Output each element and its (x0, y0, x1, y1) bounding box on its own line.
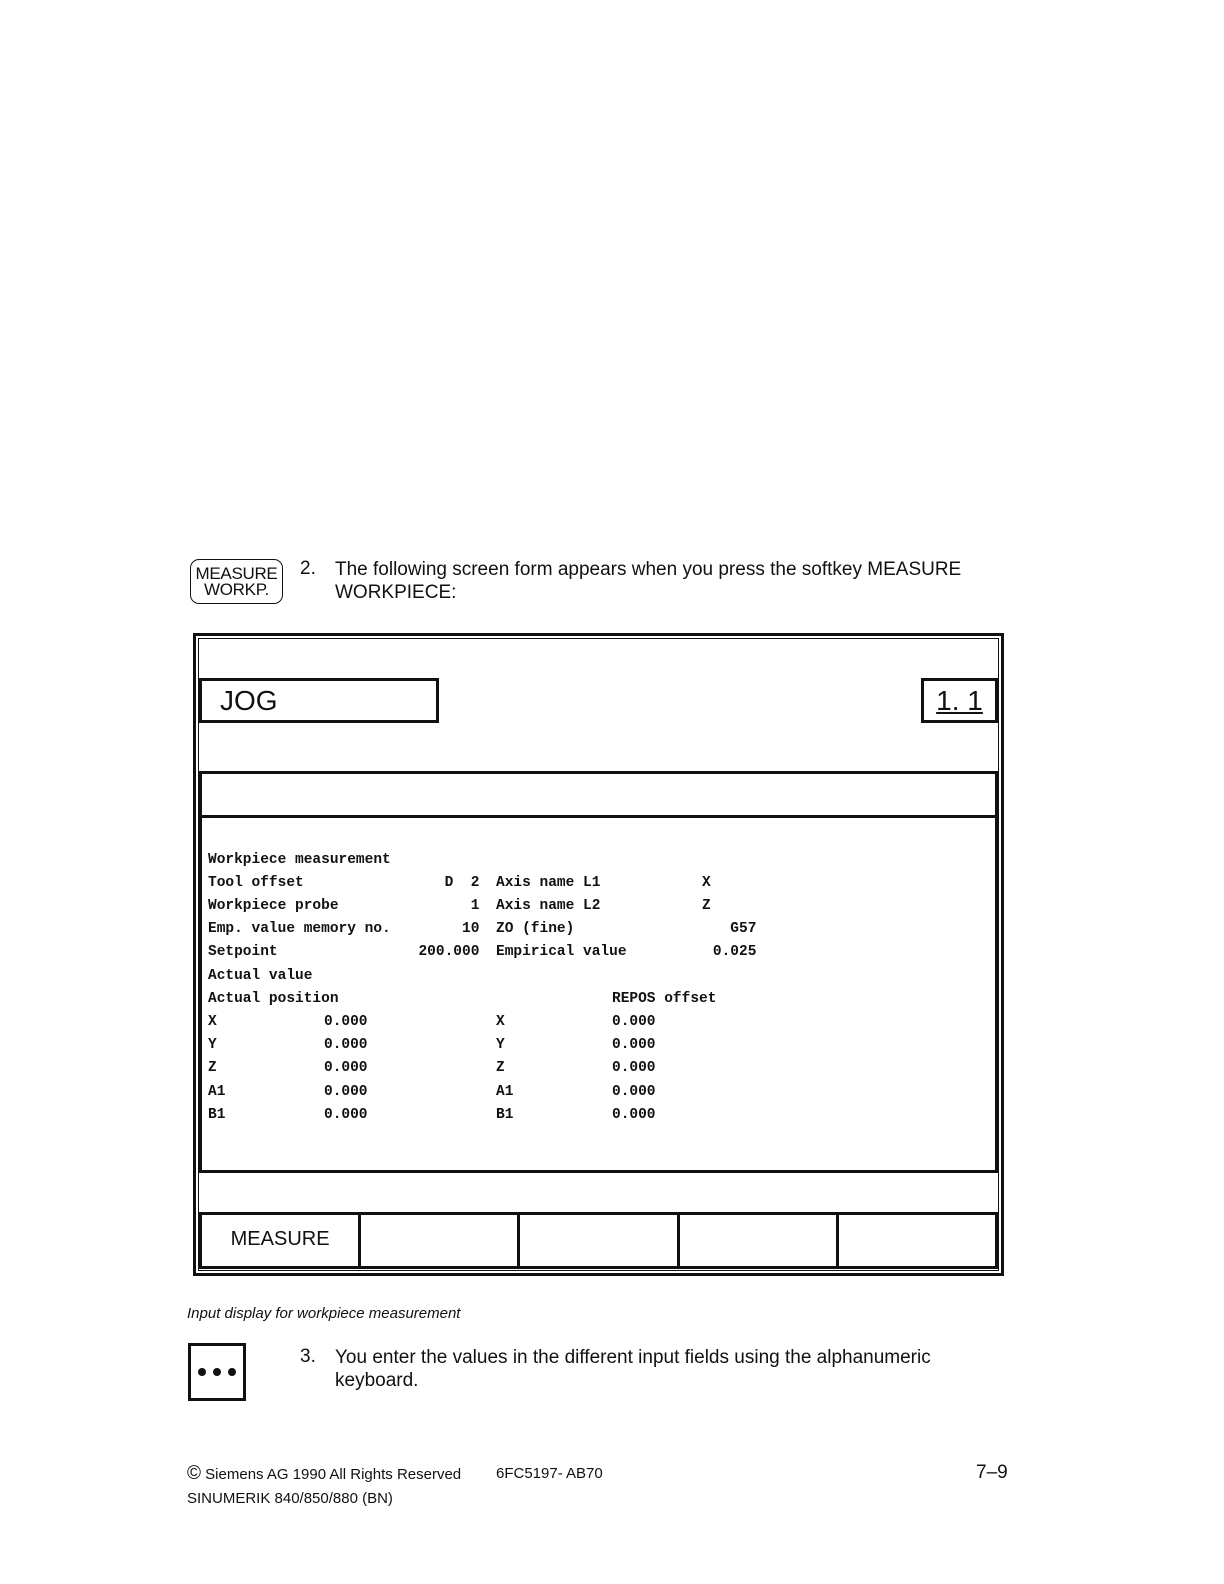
axis-row (208, 1057, 656, 1079)
axis-row (208, 1011, 656, 1033)
step2-line2: WORKPIECE: (335, 582, 457, 603)
axis-label: B1 (496, 1107, 514, 1123)
axis-repos-value: 0.000 (612, 1037, 656, 1053)
axis-repos-value: 0.000 (612, 1060, 656, 1076)
step2-text (335, 558, 961, 604)
footer-copyright (187, 1463, 461, 1485)
param-label: Actual value (208, 968, 313, 984)
channel-display: 1. 1 (921, 678, 998, 723)
repos-offset-header: REPOS offset (612, 991, 717, 1007)
param-label: Workpiece measurement (208, 852, 391, 868)
param-value[interactable]: 0.025 (712, 944, 757, 960)
param-label: Empirical value (496, 944, 627, 960)
step3-line2: keyboard. (335, 1370, 419, 1391)
axis-label: A1 (208, 1084, 226, 1100)
param-value[interactable]: G57 (730, 921, 757, 937)
axis-row (208, 1034, 656, 1056)
step3-number: 3. (300, 1346, 316, 1367)
param-row (208, 918, 757, 940)
copyright-text: Siemens AG 1990 All Rights Reserved (205, 1466, 462, 1483)
softkey-line1: MEASURE (195, 563, 278, 583)
axis-row (208, 1081, 656, 1103)
softkey-5[interactable] (839, 1215, 995, 1266)
axis-label: Y (208, 1037, 217, 1053)
param-label: Emp. value memory no. (208, 921, 391, 937)
param-row (208, 872, 711, 894)
axis-repos-value: 0.000 (612, 1084, 656, 1100)
mode-display: JOG (199, 678, 439, 723)
softkey-2[interactable] (361, 1215, 520, 1266)
copyright-symbol: © (187, 1463, 201, 1484)
softkey-line2: WORKP. (204, 579, 269, 599)
footer-product: SINUMERIK 840/850/880 (BN) (187, 1490, 393, 1507)
position-header-row (208, 988, 717, 1010)
param-value[interactable]: D 2 (444, 875, 480, 891)
axis-label: X (208, 1014, 217, 1030)
param-value[interactable]: 200.000 (418, 944, 480, 960)
param-label: ZO (fine) (496, 921, 575, 937)
header-bar (199, 771, 998, 818)
param-row (208, 941, 757, 963)
step3-text (335, 1346, 931, 1392)
actual-position-header: Actual position (208, 991, 339, 1007)
step3-line1: You enter the values in the different input fields using the alphanumeric (335, 1347, 931, 1368)
footer-order-no: 6FC5197- AB70 (496, 1465, 603, 1482)
axis-label: A1 (496, 1084, 514, 1100)
softkey-measure[interactable]: MEASURE (202, 1215, 361, 1266)
param-value[interactable]: 10 (462, 921, 480, 937)
measure-workp-softkey-icon (190, 559, 283, 604)
axis-row (208, 1104, 656, 1126)
softkey-3[interactable] (520, 1215, 679, 1266)
param-value[interactable]: 1 (470, 898, 480, 914)
param-label: Workpiece probe (208, 898, 339, 914)
axis-actual-value: 0.000 (324, 1084, 368, 1100)
axis-label: Y (496, 1037, 505, 1053)
keyboard-icon (188, 1343, 246, 1401)
param-row (208, 895, 711, 917)
param-label: Axis name L1 (496, 875, 601, 891)
param-label: Axis name L2 (496, 898, 601, 914)
param-row (208, 849, 391, 871)
axis-label: Z (208, 1060, 217, 1076)
axis-actual-value: 0.000 (324, 1060, 368, 1076)
axis-actual-value: 0.000 (324, 1107, 368, 1123)
step2-number: 2. (300, 558, 316, 579)
page-number: 7–9 (976, 1462, 1008, 1483)
axis-repos-value: 0.000 (612, 1014, 656, 1030)
axis-repos-value: 0.000 (612, 1107, 656, 1123)
axis-label: Z (496, 1060, 505, 1076)
figure-caption: Input display for workpiece measurement (187, 1305, 461, 1322)
param-value[interactable]: Z (702, 898, 711, 914)
param-value[interactable]: X (702, 875, 711, 891)
softkey-4[interactable] (680, 1215, 839, 1266)
axis-label: X (496, 1014, 505, 1030)
param-row (208, 965, 313, 987)
axis-actual-value: 0.000 (324, 1037, 368, 1053)
param-label: Setpoint (208, 944, 278, 960)
softkey-bar (199, 1212, 998, 1269)
param-label: Tool offset (208, 875, 304, 891)
axis-label: B1 (208, 1107, 226, 1123)
axis-actual-value: 0.000 (324, 1014, 368, 1030)
step2-line1: The following screen form appears when you press the softkey MEASURE (335, 559, 962, 580)
